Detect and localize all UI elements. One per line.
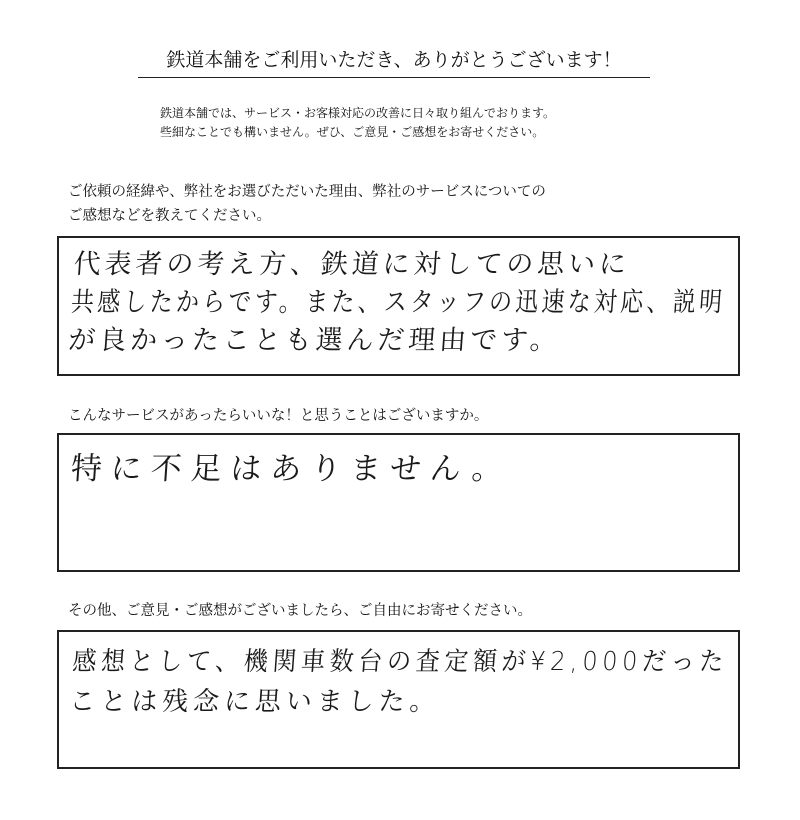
title-underline: [138, 77, 650, 78]
answer-3-line: 感想として、機関車数台の査定額が¥2,000だった: [71, 647, 729, 677]
question-3-line: その他、ご意見・ご感想がございましたら、ご自由にお寄せください。: [68, 603, 532, 619]
intro-text: [160, 104, 555, 142]
answer-3-line: ことは残念に思いました。: [68, 687, 442, 717]
page-title: 鉄道本舗をご利用いただき、ありがとうございます！: [166, 49, 622, 71]
question-1-line: ご依頼の経緯や、弊社をお選びただいた理由、弊社のサービスについての: [68, 184, 546, 200]
question-3: [68, 599, 532, 623]
answer-1-line: が良かったことも選んだ理由です。: [67, 325, 562, 356]
answer-box-3[interactable]: [57, 630, 740, 769]
answer-box-2[interactable]: [57, 433, 740, 572]
question-2-line: こんなサービスがあったらいいな！と思うことはございますか。: [68, 408, 489, 424]
answer-1-line: 代表者の考え方、鉄道に対しての思いに: [72, 249, 632, 280]
answer-2-handwriting: [69, 447, 729, 491]
question-1-line: ご感想などを教えてください。: [68, 208, 271, 224]
intro-line: 鉄道本舗では、サービス・お客様対応の改善に日々取り組んでおります。: [160, 106, 556, 120]
question-2: [68, 404, 488, 428]
answer-box-1[interactable]: [57, 236, 740, 376]
answer-3-handwriting: [68, 642, 731, 722]
answer-1-handwriting: [67, 246, 732, 360]
answer-1-line: 共感したからです。また、スタッフの迅速な対応、説明: [69, 287, 727, 318]
intro-line: 些細なことでも構いません。ぜひ、ご意見・ご感想をお寄せください。: [160, 125, 545, 139]
question-1: [68, 180, 546, 228]
answer-2-line: 特に不足はありません。: [69, 451, 513, 487]
